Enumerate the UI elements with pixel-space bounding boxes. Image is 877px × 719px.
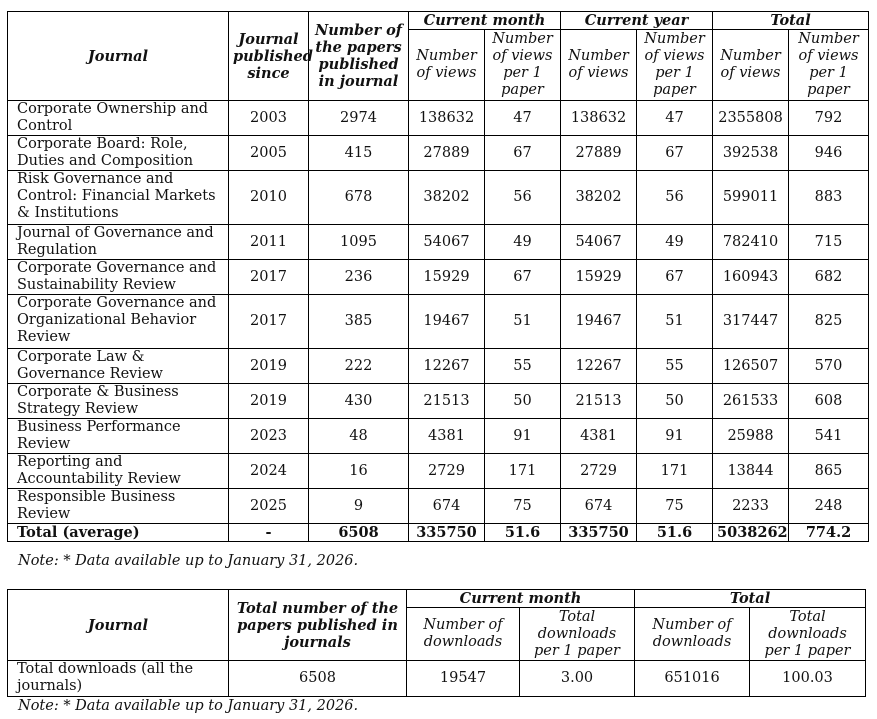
- cm-views: 27889: [409, 136, 485, 171]
- cm-views-per-paper: 51: [485, 295, 561, 349]
- header-total-views-per-paper: Number of views per 1 paper: [789, 30, 869, 101]
- cm-views-per-paper: 55: [485, 349, 561, 384]
- total-cm-per-paper: 51.6: [485, 524, 561, 542]
- papers-count: 6508: [229, 661, 407, 697]
- total-downloads: 651016: [635, 661, 750, 697]
- downloads-label: Total downloads (all the journals): [8, 661, 229, 697]
- table-row: [8, 349, 869, 384]
- cy-views: 2729: [561, 454, 637, 489]
- header-total-views: Number of views: [713, 30, 789, 101]
- cm-views: 54067: [409, 225, 485, 260]
- papers-count: 236: [309, 260, 409, 295]
- published-since: 2003: [229, 101, 309, 136]
- total-views: 261533: [713, 384, 789, 419]
- cy-views-per-paper: 50: [637, 384, 713, 419]
- cy-views-per-paper: 49: [637, 225, 713, 260]
- journal-name: Corporate Board: Role, Duties and Composition: [8, 136, 229, 171]
- total-views: 782410: [713, 225, 789, 260]
- header-total: Total: [713, 12, 869, 30]
- published-since: 2017: [229, 260, 309, 295]
- cy-views-per-paper: 75: [637, 489, 713, 524]
- total-views: 392538: [713, 136, 789, 171]
- journal-name: Corporate Law & Governance Review: [8, 349, 229, 384]
- total-views: 160943: [713, 260, 789, 295]
- total-views-per-paper: 248: [789, 489, 869, 524]
- header-total-papers: Total number of the papers published in journals: [229, 590, 407, 661]
- cy-views-per-paper: 67: [637, 136, 713, 171]
- published-since: 2024: [229, 454, 309, 489]
- cm-views: 12267: [409, 349, 485, 384]
- cm-views: 138632: [409, 101, 485, 136]
- published-since: 2010: [229, 171, 309, 225]
- journal-name: Corporate Governance and Organizational Behavior Review: [8, 295, 229, 349]
- cm-views-per-paper: 171: [485, 454, 561, 489]
- total-views-per-paper: 883: [789, 171, 869, 225]
- total-t-per-paper: 774.2: [789, 524, 869, 542]
- table-row: [8, 419, 869, 454]
- cy-views: 15929: [561, 260, 637, 295]
- cy-views-per-paper: 91: [637, 419, 713, 454]
- journal-name: Corporate & Business Strategy Review: [8, 384, 229, 419]
- total-cm-views: 335750: [409, 524, 485, 542]
- total-views: 2355808: [713, 101, 789, 136]
- total-views-per-paper: 825: [789, 295, 869, 349]
- total-views: 2233: [713, 489, 789, 524]
- cy-views: 38202: [561, 171, 637, 225]
- cm-downloads: 19547: [407, 661, 520, 697]
- cm-views-per-paper: 56: [485, 171, 561, 225]
- table-row: [8, 384, 869, 419]
- total-views-per-paper: 608: [789, 384, 869, 419]
- published-since: 2023: [229, 419, 309, 454]
- published-since: 2019: [229, 349, 309, 384]
- header-cy-views-per-paper: Number of views per 1 paper: [637, 30, 713, 101]
- table-row: [8, 101, 869, 136]
- papers-count: 678: [309, 171, 409, 225]
- published-since: 2025: [229, 489, 309, 524]
- total-views: 25988: [713, 419, 789, 454]
- header-total-downloads: Number of downloads: [635, 608, 750, 661]
- total-views-per-paper: 865: [789, 454, 869, 489]
- downloads-table: [7, 589, 866, 697]
- header-papers-published: Number of the papers published in journal: [309, 12, 409, 101]
- total-t-views: 5038262: [713, 524, 789, 542]
- cy-views: 54067: [561, 225, 637, 260]
- cm-views-per-paper: 49: [485, 225, 561, 260]
- total-views-per-paper: 792: [789, 101, 869, 136]
- total-views: 13844: [713, 454, 789, 489]
- total-label: Total (average): [8, 524, 229, 542]
- cm-views-per-paper: 67: [485, 260, 561, 295]
- header-cm-views: Number of views: [409, 30, 485, 101]
- cm-downloads-per-paper: 3.00: [520, 661, 635, 697]
- papers-count: 9: [309, 489, 409, 524]
- cy-views: 27889: [561, 136, 637, 171]
- journal-name: Risk Governance and Control: Financial Markets & Institutions: [8, 171, 229, 225]
- header-cm-views-per-paper: Number of views per 1 paper: [485, 30, 561, 101]
- table2-note: Note: * Data available up to January 31, 2026.: [18, 698, 359, 714]
- total-views-per-paper: 682: [789, 260, 869, 295]
- total-downloads-per-paper: 100.03: [750, 661, 866, 697]
- cm-views-per-paper: 75: [485, 489, 561, 524]
- total-views-per-paper: 946: [789, 136, 869, 171]
- table-row: [8, 661, 866, 697]
- header-published-since: Journal published since: [229, 12, 309, 101]
- published-since: 2005: [229, 136, 309, 171]
- total-views: 317447: [713, 295, 789, 349]
- journal-name: Corporate Ownership and Control: [8, 101, 229, 136]
- total-row: [8, 524, 869, 542]
- journal-name: Corporate Governance and Sustainability Review: [8, 260, 229, 295]
- papers-count: 16: [309, 454, 409, 489]
- table-row: [8, 295, 869, 349]
- table-row: [8, 454, 869, 489]
- total-views: 126507: [713, 349, 789, 384]
- journal-name: Journal of Governance and Regulation: [8, 225, 229, 260]
- total-papers: 6508: [309, 524, 409, 542]
- table-row: [8, 136, 869, 171]
- papers-count: 222: [309, 349, 409, 384]
- journal-name: Business Performance Review: [8, 419, 229, 454]
- cy-views-per-paper: 55: [637, 349, 713, 384]
- header-current-month: Current month: [409, 12, 561, 30]
- published-since: 2017: [229, 295, 309, 349]
- cm-views-per-paper: 50: [485, 384, 561, 419]
- cy-views-per-paper: 51: [637, 295, 713, 349]
- cm-views-per-paper: 47: [485, 101, 561, 136]
- header-current-year: Current year: [561, 12, 713, 30]
- cm-views: 674: [409, 489, 485, 524]
- journal-name: Responsible Business Review: [8, 489, 229, 524]
- cy-views: 12267: [561, 349, 637, 384]
- table-row: [8, 171, 869, 225]
- papers-count: 48: [309, 419, 409, 454]
- published-since: 2019: [229, 384, 309, 419]
- papers-count: 1095: [309, 225, 409, 260]
- cm-views: 38202: [409, 171, 485, 225]
- header-cy-views: Number of views: [561, 30, 637, 101]
- cy-views: 21513: [561, 384, 637, 419]
- cy-views: 674: [561, 489, 637, 524]
- papers-count: 415: [309, 136, 409, 171]
- papers-count: 385: [309, 295, 409, 349]
- papers-count: 2974: [309, 101, 409, 136]
- cy-views-per-paper: 47: [637, 101, 713, 136]
- header-cm-downloads: Number of downloads: [407, 608, 520, 661]
- total-since: -: [229, 524, 309, 542]
- total-cy-per-paper: 51.6: [637, 524, 713, 542]
- published-since: 2011: [229, 225, 309, 260]
- cm-views: 2729: [409, 454, 485, 489]
- header-journal: Journal: [8, 590, 229, 661]
- cm-views: 15929: [409, 260, 485, 295]
- cm-views: 19467: [409, 295, 485, 349]
- table1-note: Note: * Data available up to January 31, 2026.: [18, 553, 359, 569]
- cy-views-per-paper: 67: [637, 260, 713, 295]
- table-row: [8, 260, 869, 295]
- cm-views: 21513: [409, 384, 485, 419]
- table-row: [8, 489, 869, 524]
- total-views-per-paper: 570: [789, 349, 869, 384]
- header-current-month: Current month: [407, 590, 635, 608]
- journal-name: Reporting and Accountability Review: [8, 454, 229, 489]
- cm-views-per-paper: 91: [485, 419, 561, 454]
- cy-views: 138632: [561, 101, 637, 136]
- total-views: 599011: [713, 171, 789, 225]
- cy-views-per-paper: 171: [637, 454, 713, 489]
- cy-views: 19467: [561, 295, 637, 349]
- header-total-downloads-per-paper: Total downloads per 1 paper: [750, 608, 866, 661]
- header-total: Total: [635, 590, 866, 608]
- total-views-per-paper: 715: [789, 225, 869, 260]
- total-cy-views: 335750: [561, 524, 637, 542]
- cy-views: 4381: [561, 419, 637, 454]
- cm-views: 4381: [409, 419, 485, 454]
- total-views-per-paper: 541: [789, 419, 869, 454]
- cy-views-per-paper: 56: [637, 171, 713, 225]
- papers-count: 430: [309, 384, 409, 419]
- header-cm-downloads-per-paper: Total downloads per 1 paper: [520, 608, 635, 661]
- header-journal: Journal: [8, 12, 229, 101]
- journal-views-table: [7, 11, 869, 542]
- table-row: [8, 225, 869, 260]
- cm-views-per-paper: 67: [485, 136, 561, 171]
